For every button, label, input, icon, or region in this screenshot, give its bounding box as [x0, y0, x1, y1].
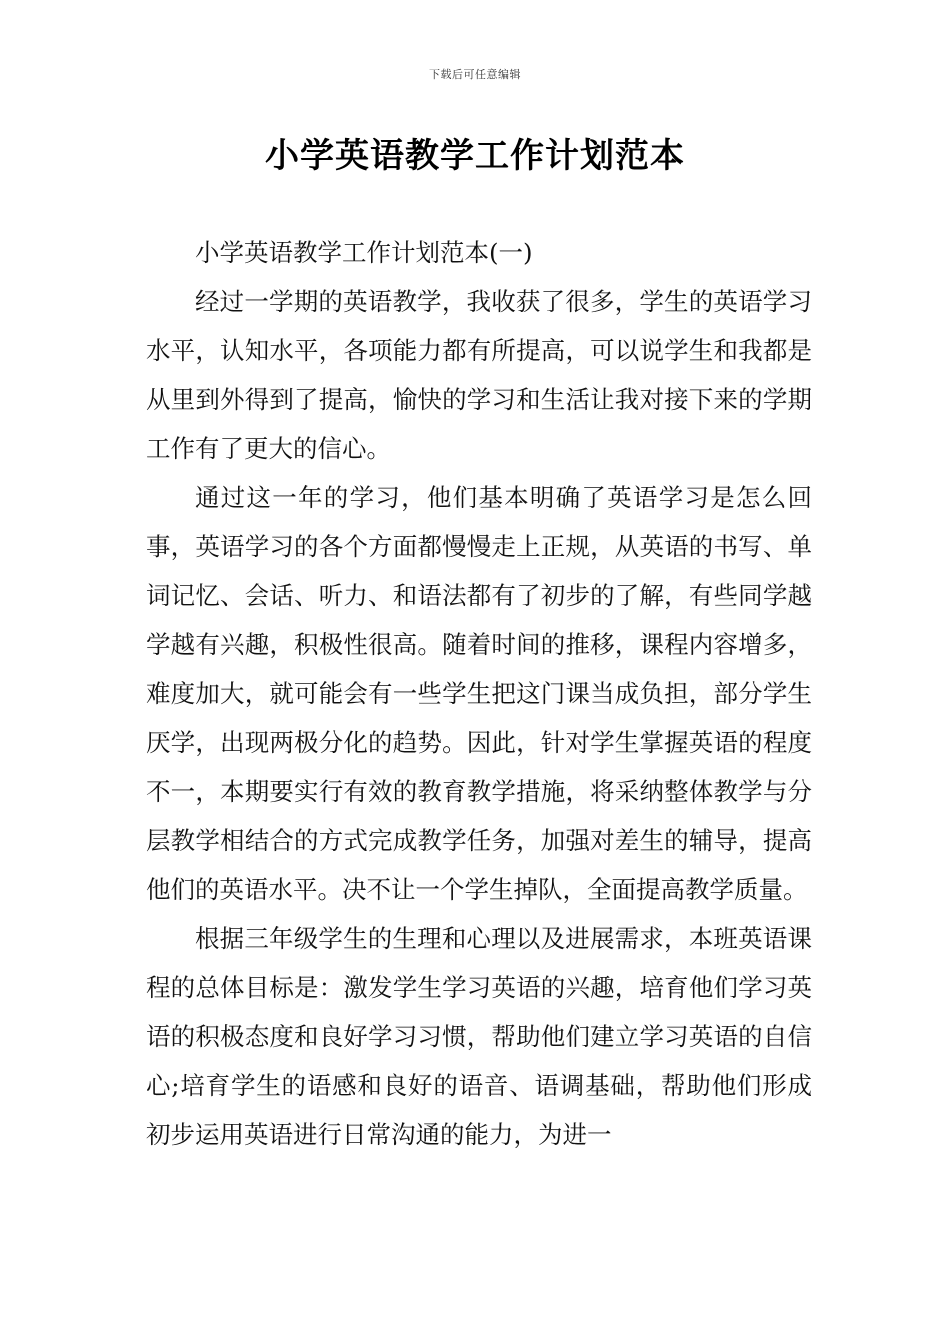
section-heading: 小学英语教学工作计划范本(一) — [195, 238, 533, 267]
document-body — [146, 228, 812, 1159]
document-title: 小学英语教学工作计划范本 — [265, 136, 685, 176]
paragraph-3: 根据三年级学生的生理和心理以及进展需求，本班英语课程的总体目标是：激发学生学习英语的兴趣，培育他们学习英语的积极态度和良好学习习惯，帮助他们建立学习英语的自信心;培育学生的语感和良好的语音、语调基础，帮助他们形成初步运用英语进行日常沟通的能力，为进一 — [146, 924, 812, 1149]
header-note: 下载后可任意编辑 — [429, 68, 521, 81]
paragraph-1: 经过一学期的英语教学，我收获了很多，学生的英语学习水平，认知水平，各项能力都有所提高，可以说学生和我都是从里到外得到了提高，愉快的学习和生活让我对接下来的学期工作有了更大的信心。 — [146, 287, 812, 463]
paragraph-2: 通过这一年的学习，他们基本明确了英语学习是怎么回事，英语学习的各个方面都慢慢走上正规，从英语的书写、单词记忆、会话、听力、和语法都有了初步的了解，有些同学越学越有兴趣，积极性很高。随着时间的推移，课程内容增多，难度加大，就可能会有一些学生把这门课当成负担，部分学生厌学，出现两极分化的趋势。因此，针对学生掌握英语的程度不一，本期要实行有效的教育教学措施，将采纳整体教学与分层教学相结合的方式完成教学任务，加强对差生的辅导，提高他们的英语水平。决不让一个学生掉队，全面提高教学质量。 — [146, 483, 812, 904]
